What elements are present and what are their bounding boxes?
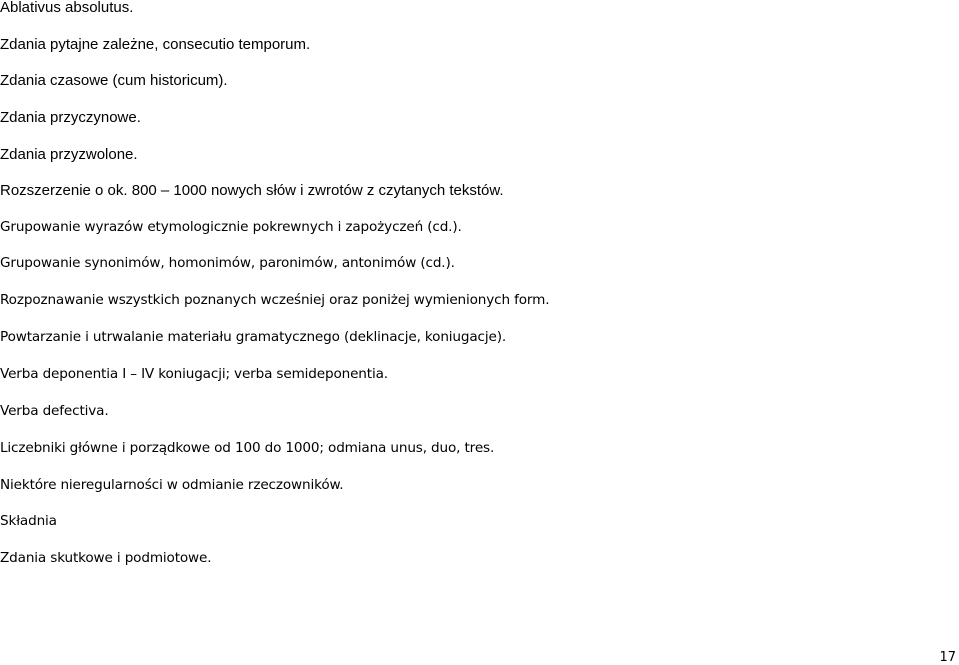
text-line: Niektóre nieregularności w odmianie rzeczowników.	[0, 477, 344, 493]
text-line: Grupowanie synonimów, homonimów, paronimów, antonimów (cd.).	[0, 255, 455, 271]
text-line: Zdania przyzwolone.	[0, 146, 138, 163]
text-line: Grupowanie wyrazów etymologicznie pokrewnych i zapożyczeń (cd.).	[0, 219, 462, 235]
text-line: Verba deponentia I – IV koniugacji; verba semideponentia.	[0, 366, 388, 382]
text-line: Zdania czasowe (cum historicum).	[0, 72, 228, 89]
section-heading: Składnia	[0, 513, 57, 529]
text-line: Rozszerzenie o ok. 800 – 1000 nowych słów i zwrotów z czytanych tekstów.	[0, 182, 504, 199]
text-line: Rozpoznawanie wszystkich poznanych wcześniej oraz poniżej wymienionych form.	[0, 292, 550, 308]
page-number: 17	[939, 650, 956, 665]
text-line: Powtarzanie i utrwalanie materiału gramatycznego (deklinacje, koniugacje).	[0, 329, 507, 345]
text-line: Zdania pytajne zależne, consecutio temporum.	[0, 36, 311, 53]
text-line: Zdania skutkowe i podmiotowe.	[0, 550, 212, 566]
text-line: Ablativus absolutus.	[0, 0, 134, 16]
text-line: Liczebniki główne i porządkowe od 100 do 1000; odmiana unus, duo, tres.	[0, 440, 495, 456]
text-line: Verba defectiva.	[0, 403, 109, 419]
text-line: Zdania przyczynowe.	[0, 109, 141, 126]
